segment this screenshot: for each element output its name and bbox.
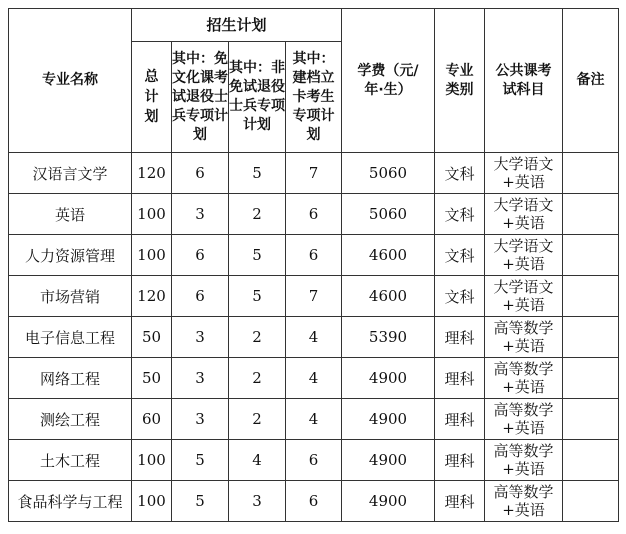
header-major-name: 专业名称 <box>9 9 132 153</box>
cell-total-plan: 100 <box>132 440 172 481</box>
cell-major: 测绘工程 <box>9 399 132 440</box>
cell-total-plan: 50 <box>132 358 172 399</box>
cell-tuition: 5390 <box>342 317 435 358</box>
cell-tuition: 4900 <box>342 399 435 440</box>
cell-major: 汉语言文学 <box>9 153 132 194</box>
cell-plan-poverty: 6 <box>286 194 342 235</box>
cell-public-exam <box>485 276 563 317</box>
header-plan-group: 招生计划 <box>132 9 342 42</box>
cell-category: 理科 <box>435 399 485 440</box>
cell-category: 文科 <box>435 153 485 194</box>
cell-plan-poverty: 7 <box>286 276 342 317</box>
cell-remarks <box>563 276 619 317</box>
cell-tuition: 4900 <box>342 358 435 399</box>
cell-public-exam-label: 大学语文+英语 <box>493 196 554 232</box>
cell-public-exam-label: 高等数学+英语 <box>493 360 554 396</box>
cell-total-plan: 50 <box>132 317 172 358</box>
cell-public-exam-label: 高等数学+英语 <box>493 319 554 355</box>
cell-category: 理科 <box>435 317 485 358</box>
cell-category: 理科 <box>435 481 485 522</box>
cell-category: 文科 <box>435 235 485 276</box>
table-row <box>9 194 619 235</box>
cell-total-plan: 120 <box>132 153 172 194</box>
cell-plan-poverty: 7 <box>286 153 342 194</box>
table-row <box>9 440 619 481</box>
cell-remarks <box>563 153 619 194</box>
cell-major: 网络工程 <box>9 358 132 399</box>
header-tuition-label: 学费（元/年·生） <box>357 62 419 98</box>
cell-plan-exempt-veteran: 3 <box>172 399 229 440</box>
cell-plan-non-exempt-veteran: 2 <box>229 194 286 235</box>
cell-tuition: 5060 <box>342 194 435 235</box>
table-row <box>9 153 619 194</box>
header-total-plan-label: 总计划 <box>144 69 159 125</box>
header-plan-exempt-veteran: 其中：免文化课考试退役士兵专项计划 <box>172 42 229 153</box>
table-row <box>9 235 619 276</box>
cell-total-plan: 100 <box>132 235 172 276</box>
cell-plan-exempt-veteran: 3 <box>172 317 229 358</box>
cell-public-exam <box>485 153 563 194</box>
cell-public-exam <box>485 399 563 440</box>
header-plan-poverty: 其中：建档立卡考生专项计划 <box>286 42 342 153</box>
cell-plan-non-exempt-veteran: 5 <box>229 235 286 276</box>
table-row <box>9 358 619 399</box>
header-category <box>435 9 485 153</box>
header-category-label: 专业类别 <box>445 62 474 98</box>
cell-remarks <box>563 358 619 399</box>
table-row <box>9 276 619 317</box>
cell-remarks <box>563 235 619 276</box>
cell-public-exam <box>485 235 563 276</box>
cell-category: 文科 <box>435 276 485 317</box>
cell-plan-non-exempt-veteran: 2 <box>229 358 286 399</box>
cell-plan-exempt-veteran: 6 <box>172 276 229 317</box>
cell-plan-poverty: 4 <box>286 358 342 399</box>
cell-major: 电子信息工程 <box>9 317 132 358</box>
cell-major: 人力资源管理 <box>9 235 132 276</box>
cell-plan-non-exempt-veteran: 3 <box>229 481 286 522</box>
cell-plan-non-exempt-veteran: 2 <box>229 399 286 440</box>
table-header <box>9 9 619 153</box>
header-total-plan <box>132 42 172 153</box>
cell-plan-exempt-veteran: 3 <box>172 194 229 235</box>
table-row <box>9 399 619 440</box>
cell-plan-poverty: 6 <box>286 235 342 276</box>
cell-public-exam-label: 高等数学+英语 <box>493 401 554 437</box>
cell-category: 文科 <box>435 194 485 235</box>
table-row <box>9 317 619 358</box>
cell-major: 英语 <box>9 194 132 235</box>
cell-remarks <box>563 481 619 522</box>
header-public-exam-label: 公共课考试科目 <box>495 62 552 98</box>
admission-plan-table <box>8 8 619 522</box>
cell-tuition: 5060 <box>342 153 435 194</box>
header-public-exam <box>485 9 563 153</box>
cell-plan-non-exempt-veteran: 4 <box>229 440 286 481</box>
cell-public-exam <box>485 358 563 399</box>
cell-tuition: 4600 <box>342 235 435 276</box>
cell-public-exam-label: 高等数学+英语 <box>493 483 554 519</box>
cell-public-exam-label: 高等数学+英语 <box>493 442 554 478</box>
cell-plan-poverty: 6 <box>286 440 342 481</box>
cell-plan-exempt-veteran: 6 <box>172 235 229 276</box>
cell-public-exam <box>485 440 563 481</box>
admission-plan-table-wrapper <box>8 8 619 522</box>
cell-plan-non-exempt-veteran: 5 <box>229 276 286 317</box>
cell-major: 土木工程 <box>9 440 132 481</box>
cell-remarks <box>563 194 619 235</box>
cell-public-exam-label: 大学语文+英语 <box>493 237 554 273</box>
cell-plan-non-exempt-veteran: 2 <box>229 317 286 358</box>
cell-major: 食品科学与工程 <box>9 481 132 522</box>
cell-tuition: 4600 <box>342 276 435 317</box>
cell-public-exam-label: 大学语文+英语 <box>493 278 554 314</box>
cell-total-plan: 100 <box>132 194 172 235</box>
cell-remarks <box>563 317 619 358</box>
table-body <box>9 153 619 522</box>
cell-plan-poverty: 4 <box>286 317 342 358</box>
table-row <box>9 481 619 522</box>
cell-major: 市场营销 <box>9 276 132 317</box>
cell-plan-exempt-veteran: 6 <box>172 153 229 194</box>
cell-remarks <box>563 440 619 481</box>
cell-public-exam-label: 大学语文+英语 <box>493 155 554 191</box>
cell-plan-exempt-veteran: 5 <box>172 481 229 522</box>
cell-category: 理科 <box>435 358 485 399</box>
cell-total-plan: 120 <box>132 276 172 317</box>
header-tuition <box>342 9 435 153</box>
cell-public-exam <box>485 194 563 235</box>
cell-public-exam <box>485 317 563 358</box>
cell-plan-exempt-veteran: 5 <box>172 440 229 481</box>
cell-total-plan: 100 <box>132 481 172 522</box>
cell-category: 理科 <box>435 440 485 481</box>
cell-tuition: 4900 <box>342 481 435 522</box>
cell-public-exam <box>485 481 563 522</box>
cell-plan-poverty: 6 <box>286 481 342 522</box>
cell-total-plan: 60 <box>132 399 172 440</box>
cell-tuition: 4900 <box>342 440 435 481</box>
cell-remarks <box>563 399 619 440</box>
cell-plan-non-exempt-veteran: 5 <box>229 153 286 194</box>
cell-plan-poverty: 4 <box>286 399 342 440</box>
header-plan-non-exempt-veteran: 其中：非免试退役士兵专项计划 <box>229 42 286 153</box>
cell-plan-exempt-veteran: 3 <box>172 358 229 399</box>
header-remarks: 备注 <box>563 9 619 153</box>
